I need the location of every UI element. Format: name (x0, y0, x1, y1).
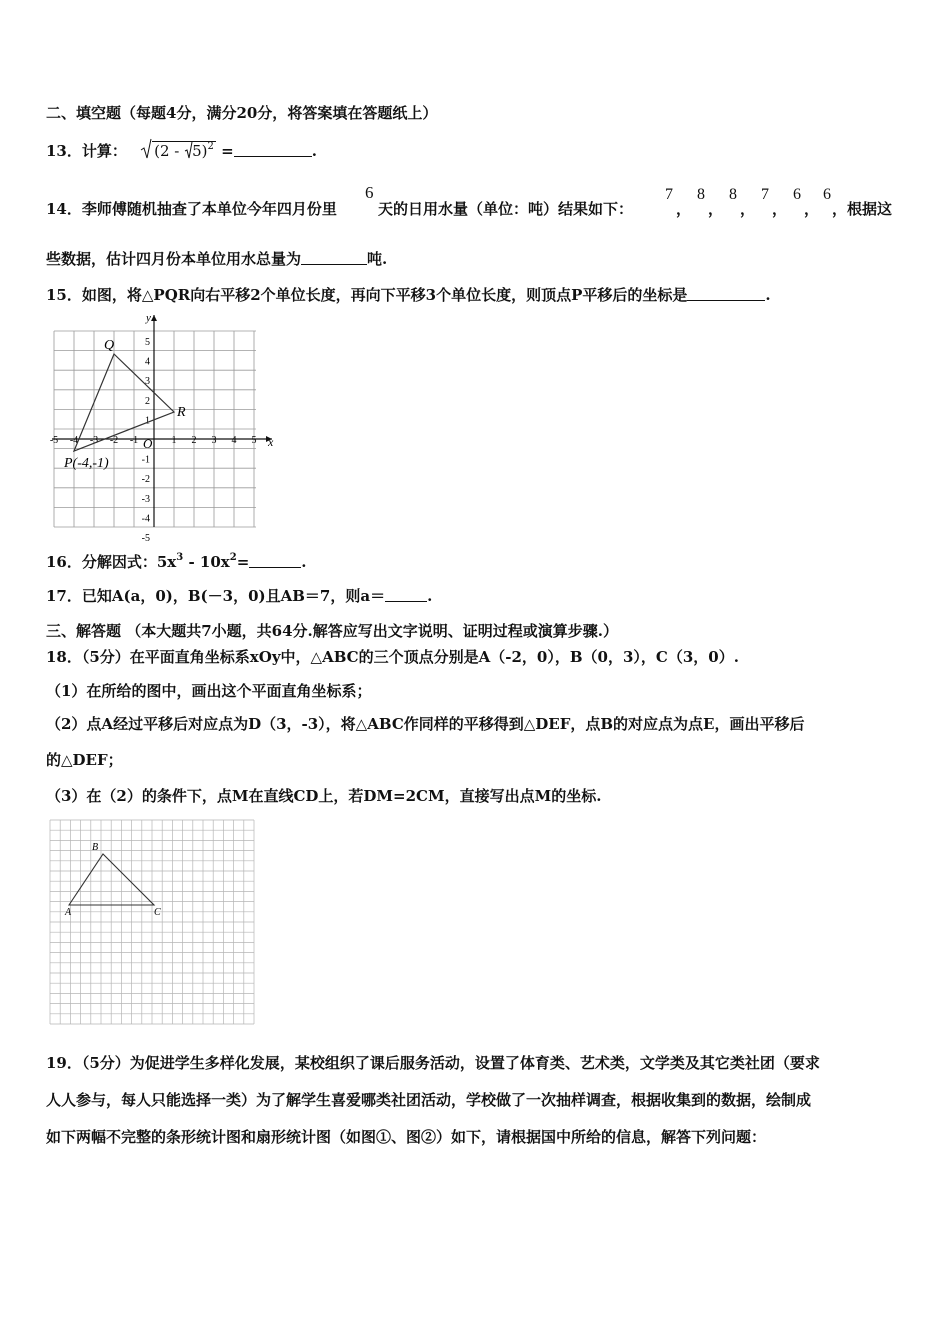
q15-x-tick-label: 3 (211, 435, 217, 446)
q16-exponent-1: 3 (176, 552, 184, 563)
q18-label-b: B (92, 842, 99, 853)
q14-sep-2: ， (708, 200, 724, 218)
q14-line2 (46, 248, 387, 269)
q15-end: . (765, 286, 771, 304)
inner-radical-icon (184, 141, 193, 159)
q13-answer-blank[interactable] (234, 144, 312, 157)
q15-answer-blank[interactable] (687, 288, 765, 301)
q14-value-6: 6 (823, 186, 831, 203)
q14-value-4: 7 (761, 186, 769, 203)
q15-x-tick-label: -5 (49, 435, 59, 446)
q15-x-tick-label: -4 (69, 435, 79, 446)
q14-sep-1: ， (676, 200, 692, 218)
q18-stem: 18．（5分）在平面直角坐标系xOy中，△ABC的三个顶点分别是A（-2，0），B（0，3），C（3，0）. (46, 648, 739, 666)
q15-x-tick-label: 2 (191, 435, 197, 446)
q15-y-tick-label: -4 (141, 513, 150, 525)
y-axis-arrow-icon (151, 315, 157, 321)
q15-text: 15．如图，将△PQR向右平移2个单位长度，再向下平移3个单位长度，则顶点P平移后的坐标是 (46, 286, 688, 304)
q15-y-tick-label: -2 (141, 474, 150, 486)
q15-label-y: y (146, 312, 151, 324)
q15-y-tick-label: 5 (145, 337, 150, 348)
section-2-title: 二、填空题（每题4分，满分20分，将答案填在答题纸上） (46, 104, 438, 122)
section-3-title: 三、解答题 （本大题共7小题，共64分.解答应写出文字说明、证明过程或演算步骤.） (46, 622, 618, 640)
q14-value-1: 7 (665, 186, 673, 203)
q18-label-a: A (65, 907, 72, 918)
q14-tail: ，根据这 (832, 200, 893, 218)
q14-line2-suffix: 吨. (367, 250, 388, 268)
q15-y-tick-label: 1 (145, 415, 150, 427)
q14-value-2: 8 (697, 186, 705, 203)
q16-end: . (301, 553, 307, 571)
q15-x-tick-label: -2 (109, 435, 119, 446)
q16-mid: - 10x (183, 553, 230, 571)
q19-line-2: 人人参与，每人只能选择一类）为了解学生喜爱哪类社团活动，学校做了一次抽样调查，根据收集到的数据，绘制成 (46, 1091, 812, 1109)
q17-end: . (427, 587, 433, 605)
q13-radicand-c: ) (201, 142, 208, 160)
question-17 (46, 585, 432, 606)
q13-radicand-b: 5 (192, 142, 202, 160)
q17-answer-blank[interactable] (385, 589, 427, 602)
q14-prefix: 14．李师傅随机抽查了本单位今年四月份里 (46, 200, 337, 218)
q14-sep-4: ， (772, 200, 788, 218)
q15-label-p: P(-4,-1) (64, 456, 109, 471)
q13-radicand-a: (2 - (154, 142, 185, 160)
q14-mid: 天的日用水量（单位：吨）结果如下： (378, 200, 634, 218)
q14-value-5: 6 (793, 186, 801, 203)
q16-prefix: 16．分解因式：5x (46, 553, 177, 571)
q15-x-tick-label: -1 (129, 435, 139, 446)
q15-x-tick-label: 1 (171, 435, 177, 446)
q15-label-q: Q (104, 338, 115, 353)
q15-y-tick-label: 2 (145, 395, 150, 407)
q15-grid (54, 331, 256, 527)
q15-x-tick-label: 5 (251, 435, 257, 446)
q18-grid (50, 820, 254, 1024)
q14-line2-prefix: 些数据，估计四月份本单位用水总量为 (46, 250, 302, 268)
q15-x-tick-label: -3 (89, 435, 99, 446)
q13-prefix: 13．计算： (46, 142, 127, 160)
q13-equals: = (221, 142, 234, 160)
q14-value-3: 8 (729, 186, 737, 203)
q18-part-2-line-1: （2）点A经过平移后对应点为D（3，-3），将△ABC作同样的平移得到△DEF，点B的对应点为点E，画出平移后 (46, 715, 805, 733)
question-14 (46, 198, 337, 219)
q15-label-r: R (177, 405, 186, 420)
q14-answer-blank[interactable] (301, 252, 367, 265)
radical-sign-icon (140, 138, 152, 160)
q18-grid-figure (48, 818, 258, 1026)
q14-days: 6 (365, 183, 374, 202)
question-13 (46, 140, 317, 161)
q18-part-3: （3）在（2）的条件下，点M在直线CD上，若DM=2CM，直接写出点M的坐标. (46, 787, 602, 805)
q15-x-ticks (50, 435, 257, 446)
question-16 (46, 551, 307, 572)
q15-y-tick-label: -1 (141, 454, 150, 466)
q15-y-tick-label: 4 (145, 356, 150, 368)
q16-suffix: = (236, 553, 250, 571)
q15-y-tick-label: -3 (141, 493, 150, 505)
q14-sep-5: ， (804, 200, 820, 218)
q14-sep-3: ， (740, 200, 756, 218)
q15-coordinate-figure (40, 308, 280, 544)
q15-x-tick-label: 4 (231, 435, 237, 446)
q15-y-tick-label: 3 (145, 376, 150, 388)
q13-exponent: 2 (207, 141, 214, 152)
q18-part-1: （1）在所给的图中，画出这个平面直角坐标系； (46, 682, 372, 700)
question-15 (46, 284, 771, 305)
q19-line-3: 如下两幅不完整的条形统计图和扇形统计图（如图①、图②）如下，请根据国中所给的信息，解答下列问题： (46, 1128, 767, 1146)
q15-y-tick-label: -5 (141, 533, 150, 544)
q15-label-o: O (143, 436, 153, 451)
q15-label-x: x (268, 435, 274, 449)
q13-end: . (311, 142, 317, 160)
q19-line-1: 19．（5分）为促进学生多样化发展，某校组织了课后服务活动，设置了体育类、艺术类，文学类及其它类社团（要求 (46, 1054, 820, 1072)
q18-part-2-line-2: 的△DEF； (46, 751, 123, 769)
q16-exponent-2: 2 (229, 552, 237, 563)
q16-answer-blank[interactable] (249, 555, 301, 568)
q13-radical (140, 141, 216, 160)
q17-text: 17．已知A(a，0)，B(－3，0)且AB＝7，则a＝ (46, 587, 386, 605)
q18-label-c: C (154, 907, 161, 918)
